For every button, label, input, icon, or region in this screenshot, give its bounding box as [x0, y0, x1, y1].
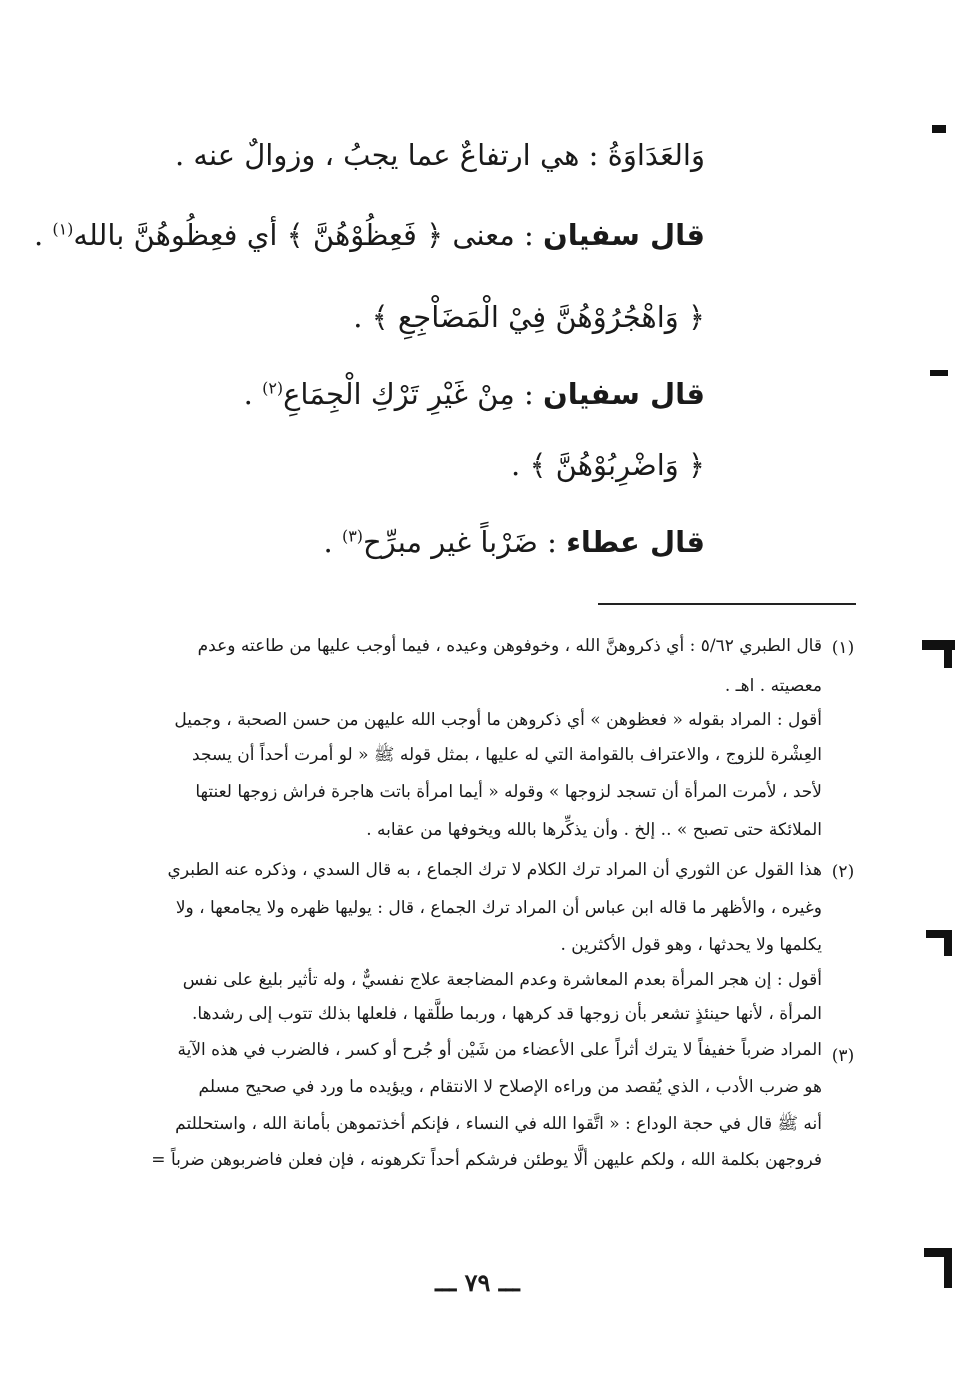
speaker-name: قال سفيان: [542, 377, 705, 411]
scan-edge-mark: [944, 640, 952, 668]
main-line-6: [324, 525, 705, 559]
scan-edge-mark: [932, 125, 946, 133]
main-line-1: [175, 138, 705, 172]
main-text: وَالعَدَاوَةُ : هي ارتفاعٌ عما يجبُ ، وزوالٌ عنه .: [174, 138, 705, 172]
main-line-5: [511, 448, 705, 482]
speaker-name: قال سفيان: [542, 218, 705, 252]
scan-edge-mark: [944, 1248, 952, 1288]
main-line-3: [353, 300, 705, 334]
footnote-1-line: الملائكة حتى تصبح » .. إلخ . وأن يذكِّرها بالله ويخوفها من عقابه .: [366, 820, 822, 840]
page-number: ـــ ٧٩ ـــ: [435, 1268, 520, 1297]
main-line-2: [34, 218, 705, 252]
punctuation: .: [323, 525, 342, 559]
scan-edge-mark: [930, 370, 948, 376]
footnote-1-line: العِشْرة للزوج ، والاعتراف بالقوامة التي له عليها ، بمثل قوله ﷺ « لو أمرت أحداً أن يسجد: [192, 745, 822, 765]
footnote-number-3: (٣): [831, 1046, 855, 1066]
footnote-number-1: (١): [831, 638, 855, 658]
punctuation: .: [33, 218, 53, 252]
scan-edge-mark: [944, 930, 952, 956]
main-text: : معنى ﴿ فَعِظُوْهُنَّ ﴾ أي فعِظُوهُنَّ بالله: [73, 218, 534, 252]
footnote-ref: (٣): [341, 526, 363, 546]
footnote-2-line: وغيره ، والأظهر ما قاله ابن عباس أن المراد ترك الجماع ، قال : يوليها ظهره ولا يجامعها ، ولا: [175, 898, 822, 918]
footnote-2-line: يكلمها ولا يحدثها ، وهو قول الأكثرين .: [560, 935, 822, 955]
footnote-1-line: معصيته . اهـ .: [724, 676, 822, 696]
footnote-2-line: المرأة ، لأنها حينئذٍ تشعر بأن زوجها قد كرهها ، وربما طلَّقها ، فلعلها بذلك تتوب إلى رشدها.: [192, 1004, 822, 1024]
footnote-separator: [598, 603, 856, 605]
main-line-4: [244, 377, 705, 411]
quran-verse: ﴿ وَاهْجُرُوْهُنَّ فِيْ الْمَضَاْجِعِ ﴾ .: [353, 300, 705, 334]
speaker-name: قال عطاء: [566, 525, 705, 559]
footnote-1-line: قال الطبري ٥/٦٢ : أي ذكروهنَّ الله ، وخوفوهن وعيده ، فيما أوجب عليها من طاعته وعدم: [197, 636, 822, 656]
footnote-number-2: (٢): [831, 862, 855, 882]
footnote-3-line: هو ضرب الأدب ، الذي يُقصد من وراءه الإصلاح لا الانتقام ، ويؤيده ما ورد في صحيح مسلم: [198, 1077, 822, 1097]
main-text: : مِنْ غَيْرِ تَرْكِ الْجِمَاعِ: [283, 377, 534, 411]
main-text: : ضَرْباً غير مبرِّح: [362, 525, 557, 559]
footnote-1-line: لأحد ، لأمرت المرأة أن تسجد لزوجها » وقوله « أيما امرأة باتت هاجرة فراش زوجها لعنتها: [195, 782, 822, 802]
footnote-2-line: أقول : إن هجر المرأة بعدم المعاشرة وعدم المضاجعة علاج نفسيٌّ ، وله تأثير بليغ على نفس: [182, 970, 822, 990]
footnote-1-line: أقول : المراد بقوله « فعظوهن » أي ذكروهن ما أوجب الله عليهن من حسن الصحبة ، وجميل: [174, 710, 822, 730]
footnote-ref: (١): [52, 219, 74, 239]
footnote-ref: (٢): [262, 378, 284, 398]
footnote-3-line: أنه ﷺ قال في حجة الوداع : « اتَّقوا الله في النساء ، فإنكم أخذتموهن بأمانة الله ، واستحللتم: [175, 1114, 822, 1134]
footnote-3-line: فروجهن بكلمة الله ، ولكم عليهن ألَّا يوطئن فرشكم أحداً تكرهونه ، فإن فعلن فاضربوهن ضرباً =: [151, 1150, 822, 1170]
quran-verse: ﴿ وَاضْرِبُوْهُنَّ ﴾ .: [511, 448, 705, 482]
footnote-2-line: هذا القول عن الثوري أن المراد ترك الكلام لا ترك الجماع ، به قال السدي ، وذكره عنه الطبري: [167, 860, 822, 880]
footnote-3-line: المراد ضرباً خفيفاً لا يترك أثراً على الأعضاء من شَيْن أو جُرح أو كسر ، فالضرب في هذه الآية: [177, 1040, 822, 1060]
punctuation: .: [243, 377, 263, 411]
